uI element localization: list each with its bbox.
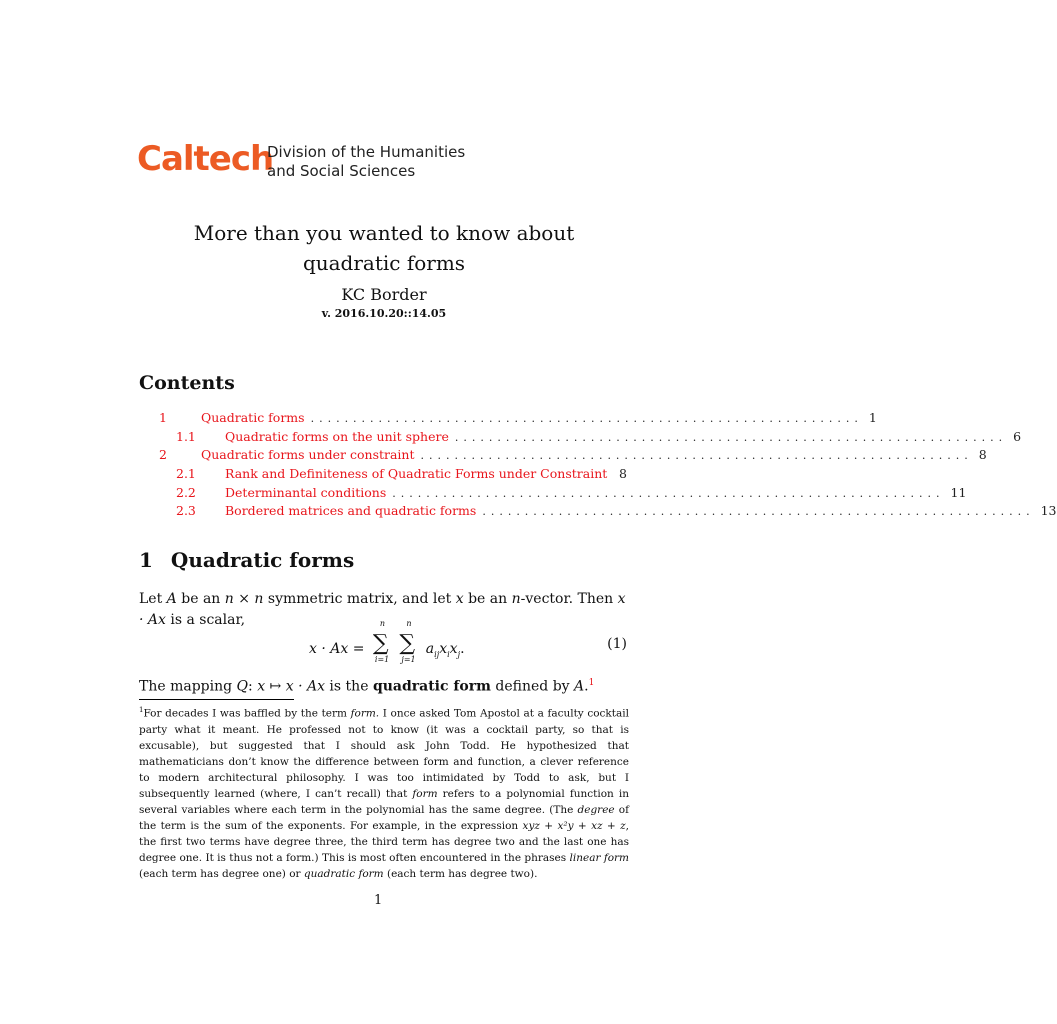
equation-number: (1) [607, 636, 627, 652]
footnote-mark: 1 [139, 706, 144, 714]
math-var: A [166, 591, 177, 607]
toc-title[interactable]: Rank and Definiteness of Quadratic Forms under Constraint [225, 466, 608, 482]
toc-leader: ................................................................. [454, 430, 1008, 444]
toc-page[interactable]: 8 [619, 466, 627, 482]
toc-page[interactable]: 6 [1013, 428, 1022, 444]
text: Let [139, 591, 167, 607]
toc-title[interactable]: Quadratic forms under constraint [201, 447, 415, 463]
text: -vector. Then [520, 591, 618, 607]
text: be an [176, 591, 225, 607]
caltech-logo: Caltech [137, 139, 274, 179]
toc-leader: ................................................................. [420, 449, 973, 463]
math-var: x [455, 591, 464, 607]
text: be an [463, 591, 512, 607]
toc-page[interactable]: 11 [950, 484, 967, 500]
toc-entry[interactable] [139, 410, 877, 429]
footnote-rule [139, 699, 294, 700]
math-expr: x · Ax [139, 591, 626, 628]
toc-leader: ................................................................. [482, 505, 1035, 519]
title-line-2: quadratic forms [302, 251, 466, 275]
sum-i: ∑ n i=1 [372, 619, 390, 664]
footnote: $^1$For decades I was baffled by the term form. I once asked Tom Apostol at a faculty cocktail party what it meant. He professed not to know (it was a cocktail party, so that is excusable), but suggested that I should ask John Todd. He hypothesized that mathematicians don’t know the difference between form and function, a clever reference to modern architectural philosophy. I was too intimidated by Todd to ask, but I subsequently learned (where, I can’t recall) that form refers to a polynomial function in several variables where each term in the polynomial has the same degree. (The degree of the term is the sum of the exponents. For example, in the expression xyz + x²y + xz + z, the first two terms have degree three, the third term has degree two and the last one has degree one. It is thus not a form.) This is most often encountered in the phrases linear form (each term has degree one) or quadratic form (each term has degree two). [139, 706, 630, 881]
toc-number: 2.2 [176, 484, 196, 500]
toc-number: 2.1 [176, 466, 196, 482]
text: symmetric matrix, and let [263, 591, 456, 607]
section-number: 1 [139, 548, 153, 572]
toc-number: 1 [159, 410, 167, 425]
toc-leader: ................................................................. [310, 412, 863, 425]
toc-entry[interactable] [139, 447, 987, 466]
toc-entry[interactable] [139, 484, 967, 504]
text: is a scalar, [165, 612, 246, 628]
version: v. 2016.10.20::14.05 [321, 307, 447, 320]
toc-page[interactable]: 8 [978, 447, 987, 463]
eq-lhs: x · Ax = [309, 641, 365, 657]
division-line-1: Division of the Humanities [267, 143, 466, 161]
section-heading [139, 548, 354, 572]
footnote-link[interactable]: 1 [588, 678, 595, 688]
toc-number: 2.3 [176, 503, 196, 519]
toc-page[interactable]: 13 [1040, 503, 1057, 519]
toc-number: 1.1 [176, 428, 196, 444]
equation-body: x · Ax = ∑ n i=1 ∑ n j=1 $a_{ij}x_ix_j$. [309, 619, 465, 664]
sum-j: ∑ n j=1 [399, 619, 416, 664]
toc-number: 2 [159, 447, 167, 463]
title-line-1: More than you wanted to know about [193, 221, 575, 245]
section-title: Quadratic forms [170, 548, 355, 572]
math-expr: n × n [224, 591, 264, 607]
toc-entry[interactable] [139, 428, 1022, 448]
toc-title[interactable]: Bordered matrices and quadratic forms [225, 503, 477, 519]
term-quadratic-form: quadratic form [372, 678, 491, 695]
toc-title[interactable]: Quadratic forms on the unit sphere [225, 428, 449, 444]
division-name [267, 143, 465, 181]
toc-leader: ................................................................. [392, 486, 945, 500]
toc-entry[interactable] [139, 466, 627, 485]
contents-heading: Contents [139, 372, 235, 394]
toc-page[interactable]: 1 [868, 410, 877, 425]
division-line-2: and Social Sciences [267, 162, 416, 180]
toc-entry[interactable] [139, 503, 1057, 522]
paper-title [100, 218, 668, 278]
mapping-paragraph: The mapping Q: x ↦ x · Ax is the quadratic form defined by A.$^1$ [139, 678, 595, 695]
toc-title[interactable]: Determinantal conditions [225, 484, 387, 500]
toc-title[interactable]: Quadratic forms [201, 410, 305, 425]
author: KC Border [341, 285, 427, 304]
math-var: n [511, 591, 521, 607]
page-number: 1 [374, 893, 383, 908]
table-of-contents [139, 410, 1057, 522]
